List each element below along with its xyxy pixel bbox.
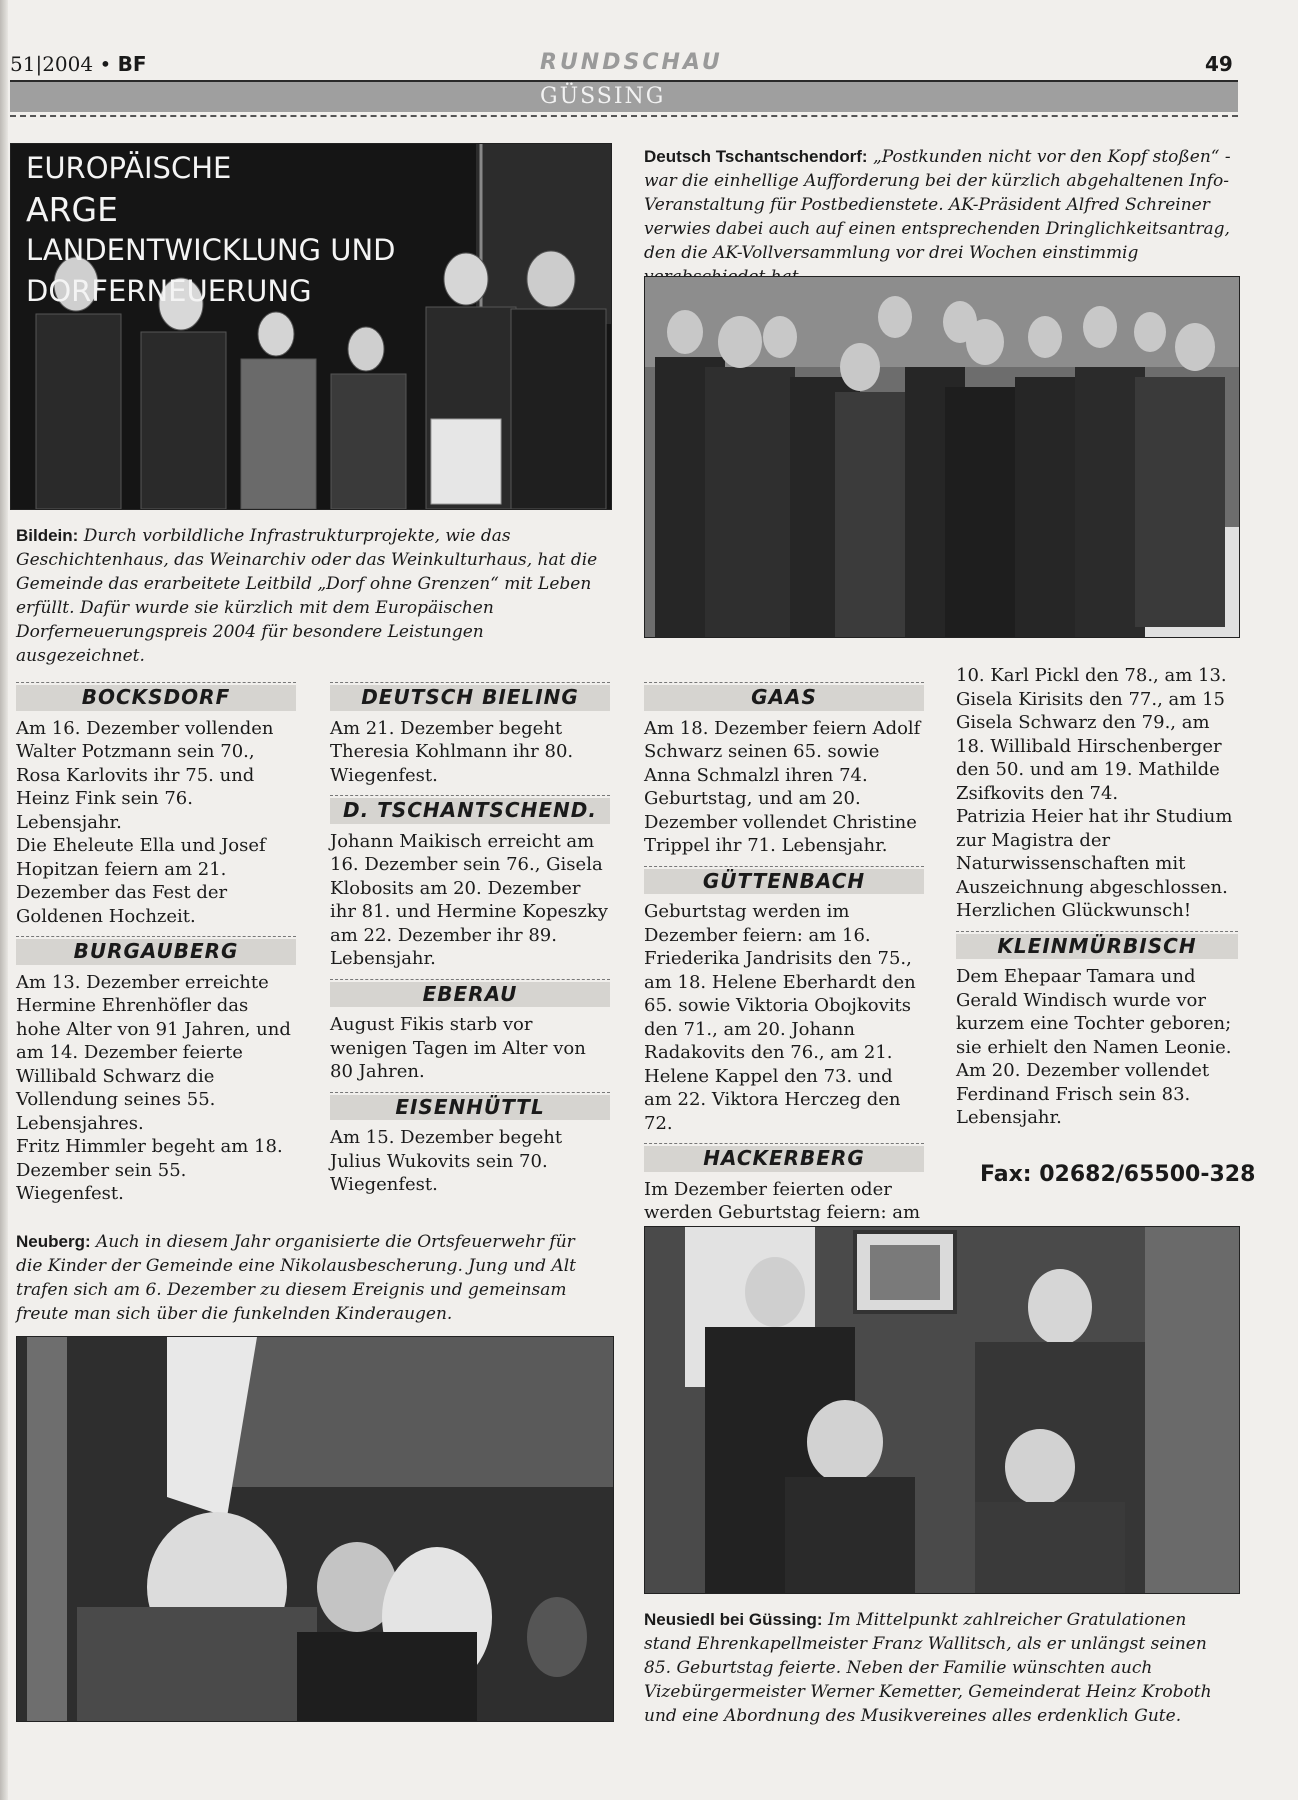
- deutsch-bieling-text: Am 21. Dezember begeht Theresia Kohlmann ihr 80. Wiegenfest.: [330, 717, 574, 786]
- section-title-gaas: GAAS: [644, 685, 924, 711]
- photo-neusiedl-birthday: [644, 1226, 1240, 1594]
- banner-line-4: DORFERNEUERUNG: [26, 274, 312, 308]
- hackerberg-text-1-continued: 10. Karl Pickl den 78., am 13. Gisela Kirisits den 77., am 15 Gisela Schwarz den 79., am 18. Willibald Hirschenberger den 50. und am 19. Mathilde Zsifkovits den 74.: [956, 665, 1227, 804]
- fax-number: Fax: 02682/65500-328: [980, 1162, 1256, 1187]
- section-title-eisenhuettl: EISENHÜTTL: [330, 1095, 610, 1121]
- section-kleinmuerbisch: [956, 931, 1238, 960]
- caption-tschantschendorf: Deutsch Tschantschendorf: „Postkunden nicht vor den Kopf stoßen“ - war die einhellige Aufforderung bei der kürzlich abgehaltenen Info-Veranstaltung für Postbedienstete. AK-Präsident Alfred Schreiner verwies dabei auch auf einen entsprechenden Dringlichkeitsantrag, den die AK-Vollversammlung vor drei Wochen einstimmig: [644, 147, 1231, 263]
- page-gutter-shadow: [0, 0, 8, 1800]
- section-guettenbach: [644, 866, 924, 895]
- section-title-hackerberg: HACKERBERG: [644, 1146, 924, 1172]
- eisenhuettl-text: Am 15. Dezember begeht Julius Wukovits sein 70. Wiegenfest.: [330, 1127, 563, 1195]
- banner-line-3: LANDENTWICKLUNG UND: [26, 233, 396, 267]
- section-deutsch-bieling: [330, 682, 610, 711]
- band-top-rule: [10, 80, 1238, 82]
- section-hackerberg: [644, 1143, 924, 1172]
- section-title-burgauberg: BURGAUBERG: [16, 939, 296, 965]
- region-title: GÜSSING: [540, 84, 666, 109]
- column-1: [16, 678, 296, 1206]
- d-tschantschend-text: Johann Maikisch erreicht am 16. Dezember sein 76., Gisela Klobosits am 20. Dezember ihr 81. und Hermine Kopeszky am 22. Dezember ihr 89. Lebensjahr.: [330, 830, 608, 969]
- column-4: [956, 664, 1238, 1130]
- guettenbach-text: Geburtstag werden im Dezember feiern: am 16. Friederika Jandrisits den 75., am 18. Helene Eberhardt den 65. sowie Viktoria Obojkovits den 71., am 20. Johann Radakovits den 76., am 21. Helene Kappel den 73. und am 22. Viktora Herczeg den 72.: [644, 901, 916, 1134]
- photo-tschantschendorf-group: [644, 276, 1240, 638]
- award-banner-text: [26, 148, 486, 312]
- hackerberg-text-2: Patrizia Heier hat ihr Studium zur Magistra der Naturwissenschaften mit Auszeichnung abgeschlossen. Herzlichen Glückwunsch!: [956, 806, 1233, 921]
- hackerberg-text-1: Im Dezember feierten oder werden Geburtstag feiern: am: [644, 1178, 921, 1223]
- section-title-bocksdorf: BOCKSDORF: [16, 685, 296, 711]
- section-title-d-tschantschend: D. TSCHANTSCHEND.: [330, 798, 610, 824]
- section-title-eberau: EBERAU: [330, 982, 610, 1008]
- section-burgauberg: [16, 936, 296, 965]
- section-eisenhuettl: [330, 1092, 610, 1121]
- banner-line-1: EUROPÄISCHE: [26, 151, 232, 185]
- caption-neusiedl: Neusiedl bei Güssing: Im Mittelpunkt zahlreicher Gratulationen stand Ehrenkapellmeister Franz Wallitsch, als er unlängst seinen 85. Geburtstag feierte. Neben der Familie wünschten auch Vizebürgermeister Werner Kemetter, Gemeinderat Heinz Kroboth und eine Abordnung des Musikvereines alles erdenklich Gute.: [644, 1610, 1212, 1726]
- gaas-text: Am 18. Dezember feiern Adolf Schwarz seinen 65. sowie Anna Schmalzl ihren 74. Geburtstag, und am 20. Dezember vollendet Christine Trippel ihr 71. Lebensjahr.: [644, 717, 921, 856]
- bocksdorf-text-1: Am 16. Dezember vollenden Walter Potzmann sein 70., Rosa Karlovits ihr 75. und Heinz Fink sein 76. Lebensjahr.: [16, 717, 274, 833]
- column-2: [330, 678, 610, 1197]
- section-title-deutsch-bieling: DEUTSCH BIELING: [330, 685, 610, 711]
- photo-neuberg-nikolaus: [16, 1336, 614, 1722]
- eberau-text: August Fikis starb vor wenigen Tagen im Alter von 80 Jahren.: [330, 1014, 586, 1082]
- burgauberg-text-2: Fritz Himmler begeht am 18. Dezember sein 55. Wiegenfest.: [16, 1136, 283, 1204]
- section-title-guettenbach: GÜTTENBACH: [644, 869, 924, 895]
- section-d-tschantschend: [330, 795, 610, 824]
- section-gaas: [644, 682, 924, 711]
- page-number: 49: [1205, 52, 1233, 76]
- burgauberg-text-1: Am 13. Dezember erreichte Hermine Ehrenhöfler das hohe Alter von 91 Jahren, und am 14. Dezember feierte Willibald Schwarz die Vollendung seines 55. Lebensjahres.: [16, 971, 291, 1134]
- publication-title: RUNDSCHAU: [540, 50, 723, 75]
- bocksdorf-text-2: Die Eheleute Ella und Josef Hopitzan feiern am 21. Dezember das Fest der Goldenen Hochzeit.: [16, 835, 266, 927]
- kleinmuerbisch-text-1: Dem Ehepaar Tamara und Gerald Windisch wurde vor kurzem eine Tochter geboren; sie erhielt den Namen Leonie.: [956, 966, 1232, 1058]
- header-dashed-rule: [10, 115, 1238, 117]
- kleinmuerbisch-text-2: Am 20. Dezember vollendet Ferdinand Frisch sein 83. Lebensjahr.: [956, 1060, 1210, 1128]
- banner-line-2: ARGE: [26, 190, 118, 229]
- section-title-kleinmuerbisch: KLEINMÜRBISCH: [956, 934, 1238, 960]
- section-eberau: [330, 979, 610, 1008]
- section-bocksdorf: [16, 682, 296, 711]
- caption-bildein: Bildein: Durch vorbildliche Infrastrukturprojekte, wie das Geschichtenhaus, das Weinarchiv oder das Weinkulturhaus, hat die Gemeinde das erarbeitete Leitbild „Dorf ohne Grenzen“ mit Leben erfüllt. Dafür wurde sie kürzlich mit dem Europäischen Dorferneuerungspreis 2004 für besondere Leistungen ausgezeichnet.: [16, 526, 598, 666]
- column-3: [644, 678, 924, 1225]
- caption-neuberg: Neuberg: Auch in diesem Jahr organisierte die Ortsfeuerwehr für die Kinder der Gemeinde eine Nikolausbescherung. Jung und Alt trafen sich am 6. Dezember zu diesem Ereignis und gemeinsam freute man sich über die funkelnden Kinderaugen.: [16, 1232, 577, 1324]
- issue-label: 51|2004 • BF: [10, 52, 147, 76]
